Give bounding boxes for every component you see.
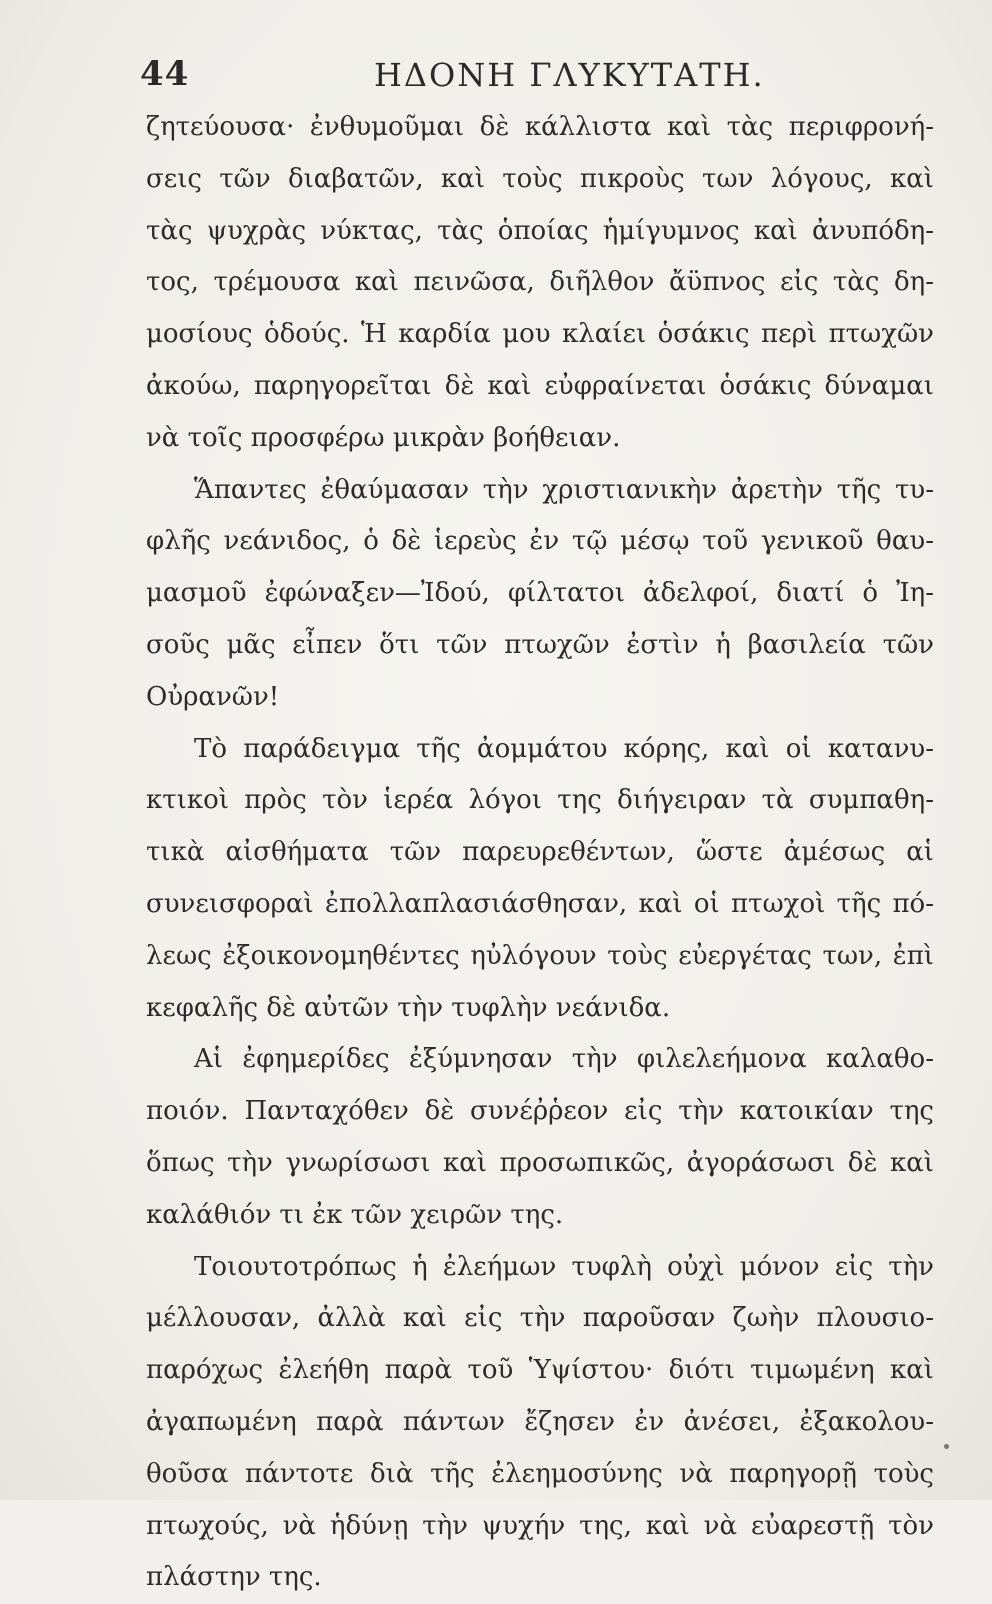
text-line: Ἅπαντες ἐθαύμασαν τὴν χριστιανικὴν ἀρετὴν τῆς τυ- — [194, 474, 934, 505]
text-line: μασμοῦ ἐφώναξεν—Ἰδού, φίλτατοι ἀδελφοί, διατί ὁ Ἰη- — [146, 578, 934, 609]
text-line: μοσίους ὁδούς. Ἡ καρδία μου κλαίει ὁσάκις περὶ πτωχῶν — [146, 319, 934, 350]
text-line: ἀγαπωμένη παρὰ πάντων ἔζησεν ἐν ἀνέσει, ἐξακολου- — [146, 1406, 934, 1437]
text-line: Οὐρανῶν! — [146, 681, 280, 712]
text-line: τικὰ αἰσθήματα τῶν παρευρεθέντων, ὥστε ἀμέσως αἱ — [146, 837, 934, 868]
page-number: 44 — [140, 54, 190, 94]
text-line: σοῦς μᾶς εἶπεν ὅτι τῶν πτωχῶν ἐστὶν ἡ βασιλεία τῶν — [146, 629, 934, 660]
text-line: πλάστην της. — [146, 1562, 322, 1593]
text-line: νὰ τοῖς προσφέρω μικρὰν βοήθειαν. — [146, 422, 621, 453]
page-header — [140, 48, 940, 98]
text-line: πτωχούς, νὰ ἡδύνῃ τὴν ψυχήν της, καὶ νὰ εὐαρεστῇ τὸν — [146, 1510, 934, 1541]
text-line: ἀκούω, παρηγορεῖται δὲ καὶ εὐφραίνεται ὁσάκις δύναμαι — [146, 370, 934, 401]
text-line: ζητεύουσα· ἐνθυμοῦμαι δὲ κάλλιστα καὶ τὰς περιφρονή- — [146, 112, 934, 142]
text-line: παρόχως ἐλεήθη παρὰ τοῦ Ὑψίστου· διότι τιμωμένη καὶ — [146, 1355, 934, 1386]
text-line: καλάθιόν τι ἐκ τῶν χειρῶν της. — [146, 1199, 564, 1230]
text-line: ποιόν. Πανταχόθεν δὲ συνέῤῥεον εἰς τὴν κατοικίαν της — [146, 1096, 934, 1127]
ink-speck — [944, 1444, 949, 1449]
text-line: κεφαλῆς δὲ αὐτῶν τὴν τυφλὴν νεάνιδα. — [146, 992, 671, 1023]
running-head: ΗΔΟΝΗ ΓΛΥΚΥΤΑΤΗ. — [374, 56, 765, 94]
text-line: Τοιουτοτρόπως ἡ ἐλεήμων τυφλὴ οὐχὶ μόνον εἰς τὴν — [194, 1251, 934, 1282]
body-text — [146, 102, 934, 1604]
text-line: μέλλουσαν, ἀλλὰ καὶ εἰς τὴν παροῦσαν ζωὴν πλουσιο- — [146, 1303, 934, 1334]
text-line: Τὸ παράδειγμα τῆς ἀομμάτου κόρης, καὶ οἱ κατανυ- — [194, 733, 934, 764]
text-line: θοῦσα πάντοτε διὰ τῆς ἐλεημοσύνης νὰ παρηγορῇ τοὺς — [146, 1458, 934, 1489]
text-line: Αἱ ἐφημερίδες ἐξύμνησαν τὴν φιλελεήμονα καλαθο- — [194, 1044, 934, 1075]
text-line: φλῆς νεάνιδος, ὁ δὲ ἱερεὺς ἐν τῷ μέσῳ τοῦ γενικοῦ θαυ- — [146, 526, 934, 557]
text-line: συνεισφοραὶ ἐπολλαπλασιάσθησαν, καὶ οἱ πτωχοὶ τῆς πό- — [146, 888, 934, 919]
text-line: σεις τῶν διαβατῶν, καὶ τοὺς πικροὺς των λόγους, καὶ — [146, 163, 934, 194]
text-line: κτικοὶ πρὸς τὸν ἱερέα λόγοι της διήγειραν τὰ συμπαθη- — [146, 785, 934, 816]
text-line: τος, τρέμουσα καὶ πεινῶσα, διῆλθον ἄϋπνος εἰς τὰς δη- — [146, 267, 934, 298]
text-line: λεως ἐξοικονομηθέντες ηὐλόγουν τοὺς εὐεργέτας των, ἐπὶ — [146, 940, 934, 971]
text-line: ὅπως τὴν γνωρίσωσι καὶ προσωπικῶς, ἀγοράσωσι δὲ καὶ — [146, 1147, 934, 1178]
text-line: τὰς ψυχρὰς νύκτας, τὰς ὁποίας ἡμίγυμνος καὶ ἀνυπόδη- — [146, 215, 934, 246]
